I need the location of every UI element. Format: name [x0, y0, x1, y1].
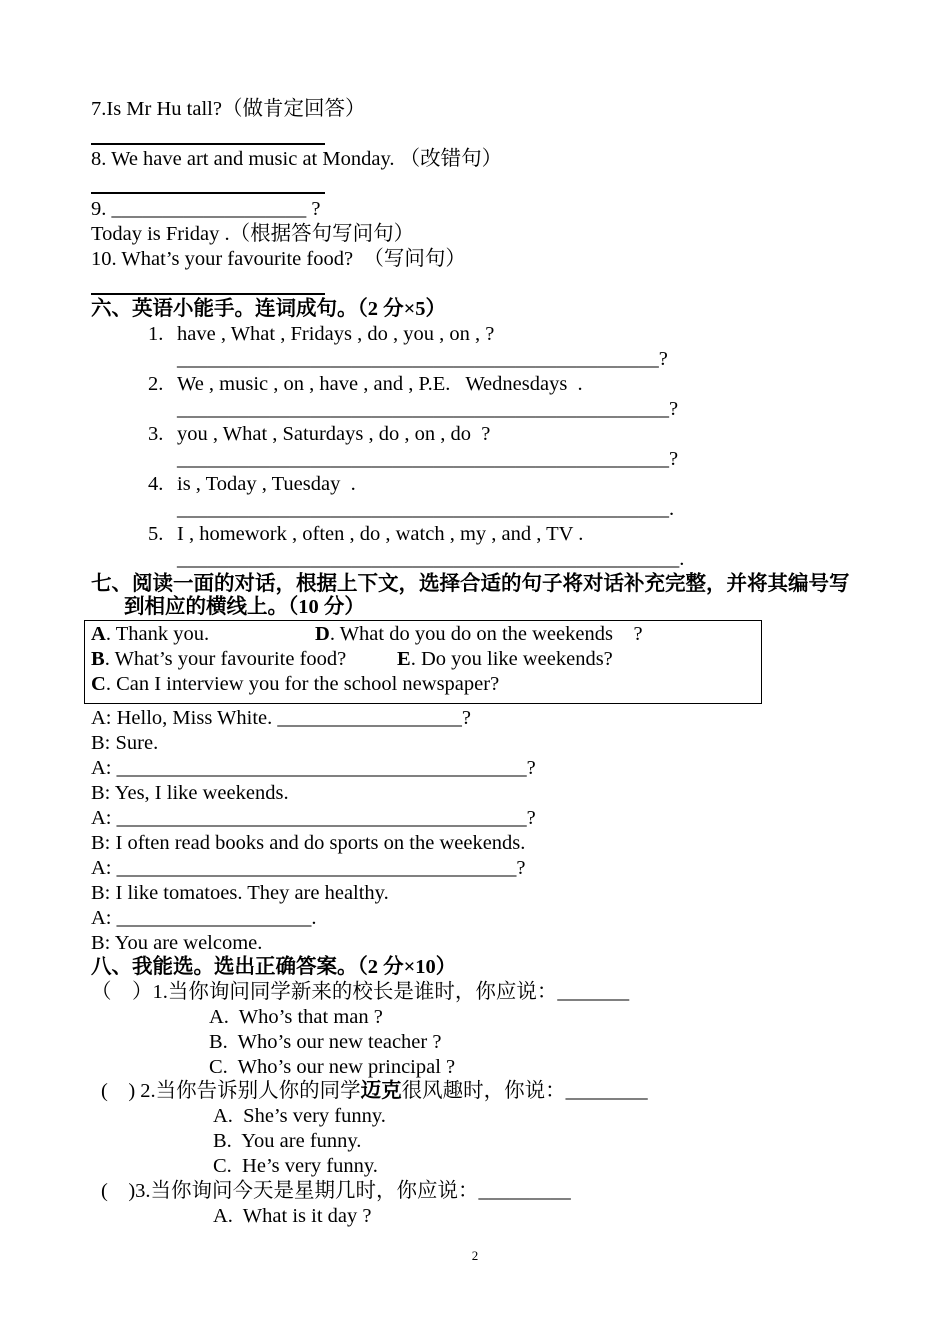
answer-line: ________________________________________________. — [177, 498, 675, 520]
scrambled-words: have , What , Fridays , do , you , on , ? — [177, 323, 495, 345]
option-a: A. Thank you. — [91, 623, 210, 645]
dialogue-line: A: ________________________________________? — [91, 807, 536, 829]
answer-line: _______________________________________________? — [177, 348, 668, 370]
item-number: 2. — [148, 373, 164, 395]
question-9-prompt: Today is Friday .（根据答句写问句） — [91, 223, 415, 245]
scrambled-words: I , homework , often , do , watch , my , and , TV . — [177, 523, 584, 545]
question-10: 10. What’s your favourite food? （写问句） — [91, 248, 466, 270]
dialogue-line: B: I often read books and do sports on the weekends. — [91, 832, 526, 854]
answer-line-8 — [91, 192, 325, 194]
mc-option: A. What is it day ? — [213, 1205, 372, 1227]
section-6-heading: 六、英语小能手。连词成句。（2 分×5） — [91, 298, 447, 320]
answer-line: ________________________________________________? — [177, 398, 679, 420]
section-7-heading-cont: 到相应的横线上。（10 分） — [124, 596, 365, 618]
mc-option: B. You are funny. — [213, 1130, 362, 1152]
mc-option: A. Who’s that man ? — [209, 1006, 383, 1028]
question-7: 7.Is Mr Hu tall?（做肯定回答） — [91, 98, 366, 120]
answer-line-7 — [91, 143, 325, 145]
dialogue-line: B: Yes, I like weekends. — [91, 782, 289, 804]
dialogue-line: A: ________________________________________? — [91, 757, 536, 779]
question-9: 9. ___________________ ? — [91, 198, 321, 220]
mc-option: B. Who’s our new teacher ? — [209, 1031, 442, 1053]
item-number: 4. — [148, 473, 164, 495]
item-number: 1. — [148, 323, 164, 345]
item-number: 3. — [148, 423, 164, 445]
mc-option: C. He’s very funny. — [213, 1155, 378, 1177]
question-8: 8. We have art and music at Monday. （改错句） — [91, 148, 503, 170]
section-8-heading: 八、我能选。选出正确答案。（2 分×10） — [91, 956, 457, 978]
scrambled-words: is , Today , Tuesday . — [177, 473, 356, 495]
dialogue-line: A: Hello, Miss White. __________________? — [91, 707, 471, 729]
option-d: D. What do you do on the weekends ? — [315, 623, 643, 645]
option-e: E. Do you like weekends? — [397, 648, 613, 670]
option-c: C. Can I interview you for the school newspaper? — [91, 673, 500, 695]
dialogue-line: A: ___________________. — [91, 907, 317, 929]
answer-line-10 — [91, 293, 325, 295]
mc-option: C. Who’s our new principal ? — [209, 1056, 456, 1078]
answer-line: ________________________________________________? — [177, 448, 679, 470]
scrambled-words: We , music , on , have , and , P.E. Wednesdays . — [177, 373, 583, 395]
dialogue-line: A: _______________________________________? — [91, 857, 526, 879]
answer-line: _________________________________________________. — [177, 548, 685, 570]
section-7-heading: 七、阅读一面的对话，根据上下文，选择合适的句子将对话补充完整，并将其编号写 — [91, 573, 850, 595]
mc-option: A. She’s very funny. — [213, 1105, 386, 1127]
dialogue-line: B: Sure. — [91, 732, 159, 754]
scrambled-words: you , What , Saturdays , do , on , do ? — [177, 423, 491, 445]
dialogue-line: B: I like tomatoes. They are healthy. — [91, 882, 389, 904]
mc-question-1: （ ）1.当你询问同学新来的校长是谁时，你应说：_______ — [91, 981, 630, 1003]
dialogue-line: B: You are welcome. — [91, 932, 263, 954]
option-b: B. What’s your favourite food? — [91, 648, 347, 670]
item-number: 5. — [148, 523, 164, 545]
page-number: 2 — [471, 1248, 479, 1263]
mc-question-2: ( ) 2.当你告诉别人你的同学迈克很风趣时，你说：________ — [101, 1080, 648, 1102]
mc-question-3: ( )3.当你询问今天是星期几时，你应说：_________ — [101, 1180, 571, 1202]
